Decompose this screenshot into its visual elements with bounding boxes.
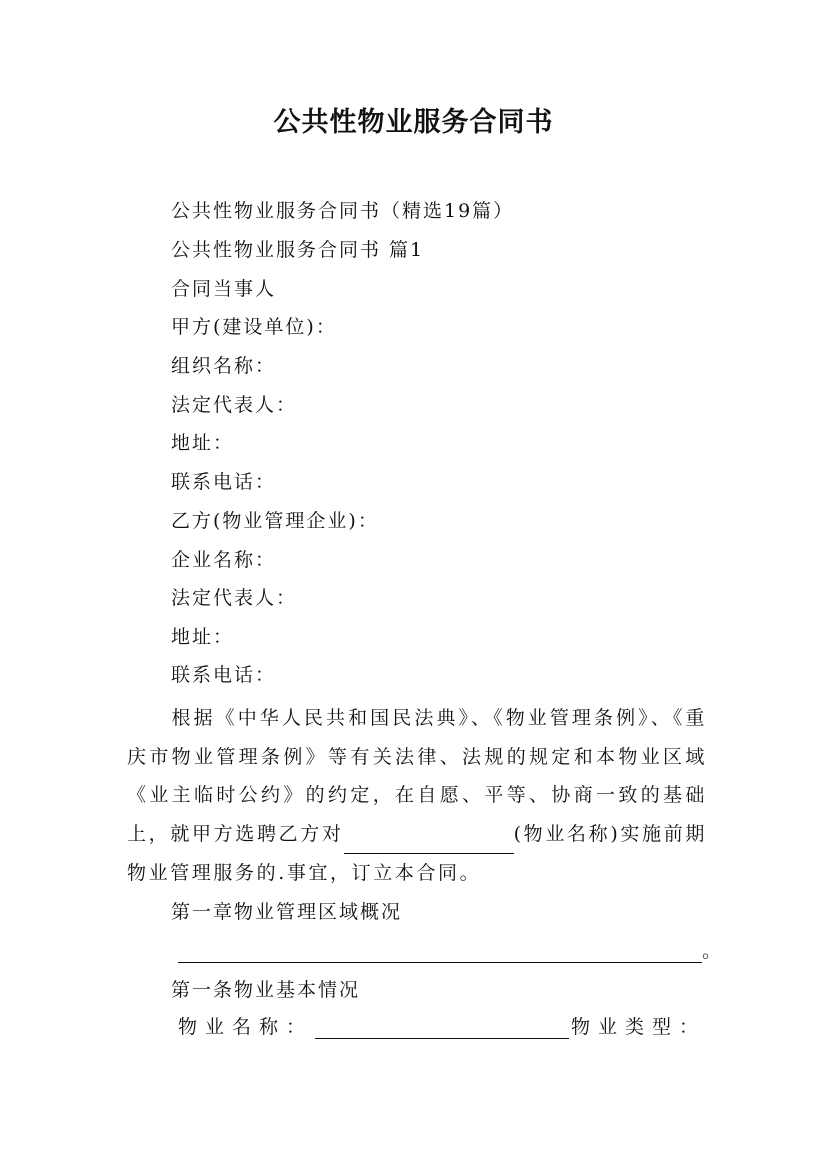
- region-overview-end-mark: 。: [702, 940, 722, 962]
- party-b-legal-rep-label: 法定代表人：: [171, 587, 298, 609]
- document-subtitle: 公共性物业服务合同书（精选19篇）: [171, 200, 515, 222]
- chapter-1-heading: 第一章物业管理区域概况: [171, 901, 403, 923]
- party-b-phone-label: 联系电话：: [171, 664, 277, 686]
- section-heading: 公共性物业服务合同书 篇1: [171, 239, 425, 261]
- party-a-heading: 甲方(建设单位)：: [171, 316, 337, 338]
- property-type-label: 物业类型：: [571, 1016, 707, 1038]
- property-name-field-blank: [315, 1018, 569, 1039]
- property-name-blank: [344, 833, 514, 854]
- party-a-phone-label: 联系电话：: [171, 471, 277, 493]
- party-b-company-name-label: 企业名称：: [171, 549, 277, 571]
- parties-heading: 合同当事人: [171, 278, 277, 300]
- property-info-row: [178, 1015, 706, 1039]
- preamble-text-part2: (物业名称)实施前期物业管理服务的.事宜，订立本合同。: [127, 823, 707, 884]
- preamble-paragraph: [127, 699, 707, 893]
- region-overview-blank: [178, 940, 702, 963]
- party-a-legal-rep-label: 法定代表人：: [171, 394, 298, 416]
- document-title: 公共性物业服务合同书: [273, 107, 554, 138]
- party-b-address-label: 地址：: [171, 626, 235, 648]
- article-1-heading: 第一条物业基本情况: [171, 979, 361, 1001]
- property-name-label: 物业名称：: [178, 1016, 314, 1038]
- party-a-org-name-label: 组织名称：: [171, 355, 277, 377]
- party-a-address-label: 地址：: [171, 432, 235, 454]
- preamble-text-part1: 根据《中华人民共和国民法典》、《物业管理条例》、《重庆市物业管理条例》等有关法律、法规的规定和本物业区域《业主临时公约》的约定，在自愿、平等、协商一致的基础上，就甲方选聘乙方对: [127, 707, 707, 846]
- party-b-heading: 乙方(物业管理企业)：: [171, 510, 379, 532]
